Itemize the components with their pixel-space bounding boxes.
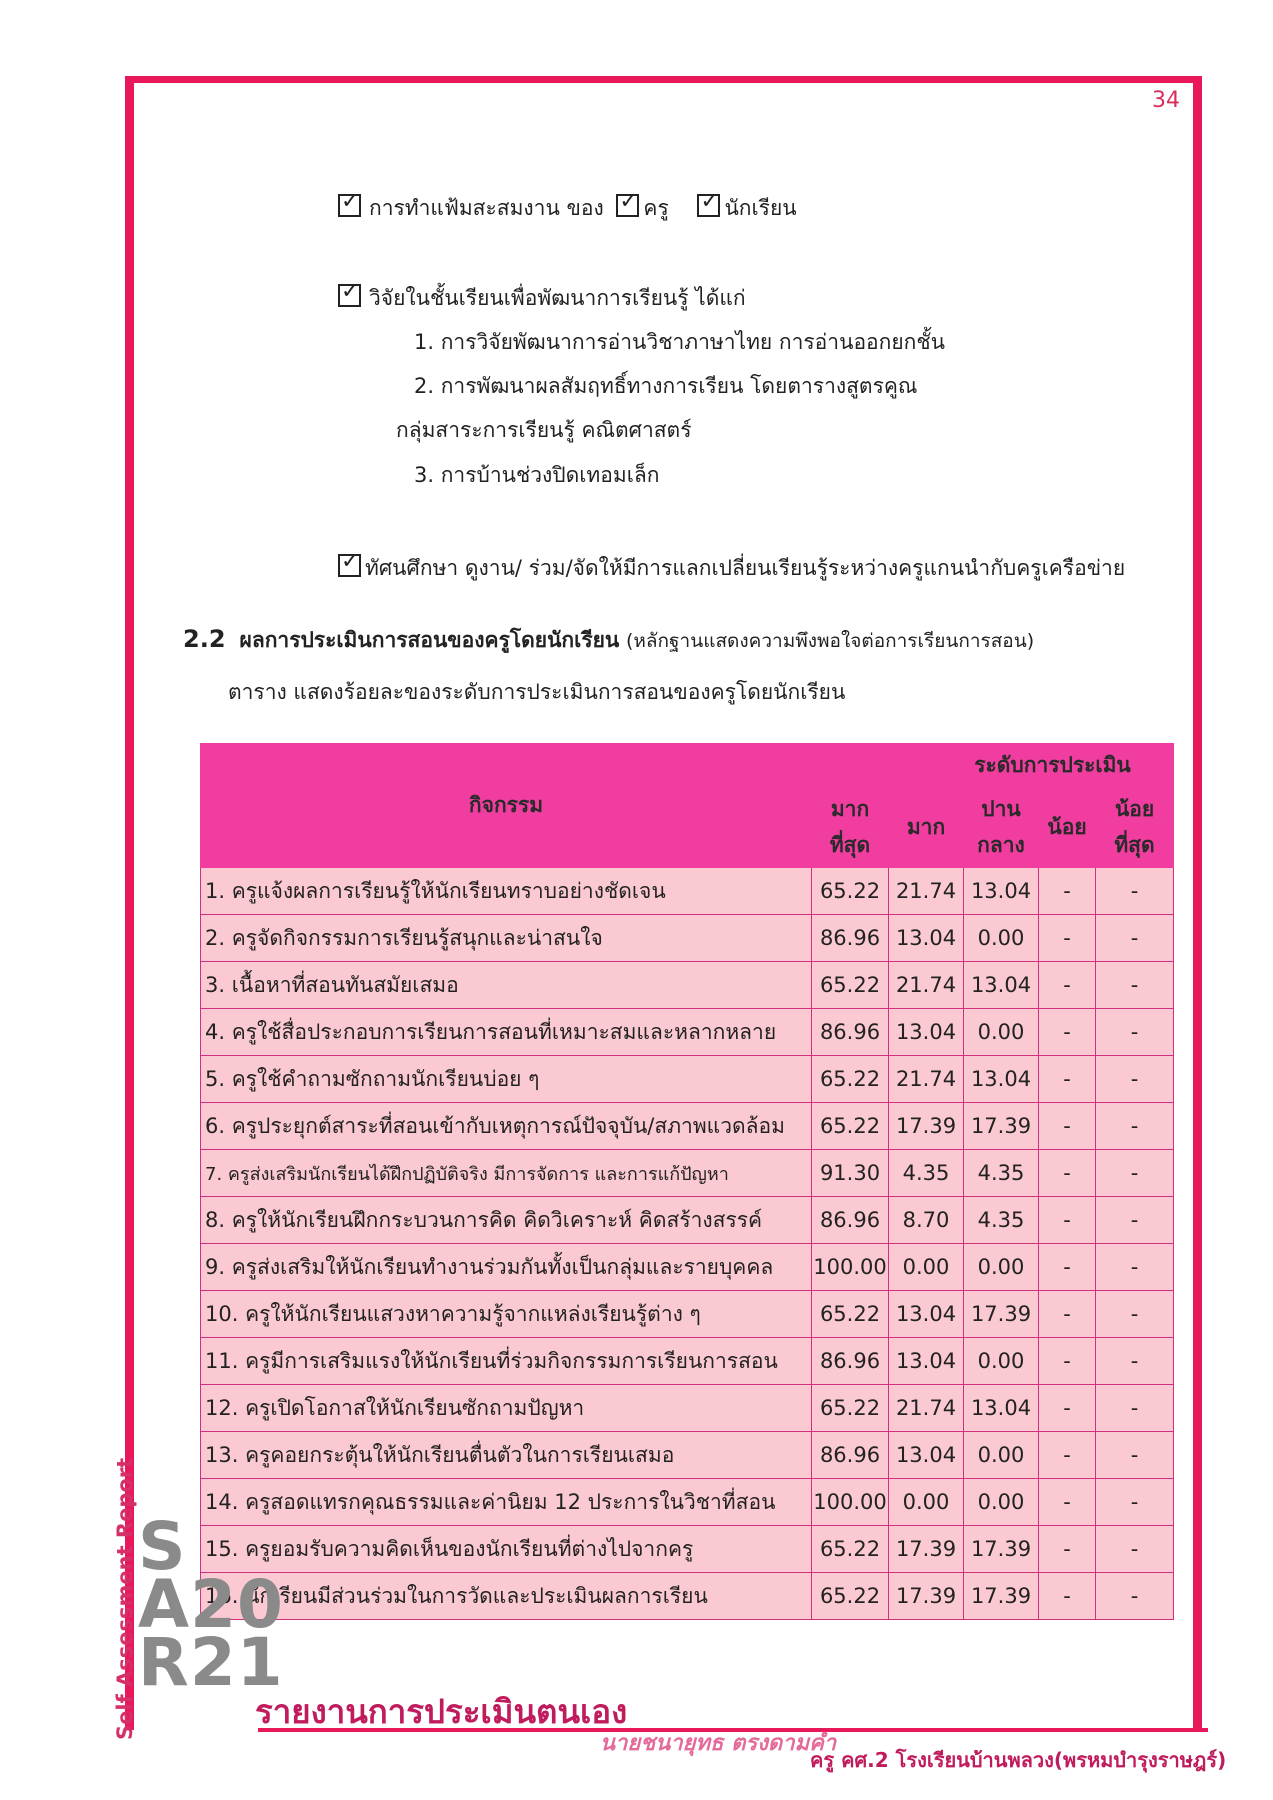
value-cell: 65.22 xyxy=(812,1526,889,1573)
footer-logo-letters: S A20 R21 xyxy=(138,1508,284,1701)
value-cell: 17.39 xyxy=(964,1573,1039,1620)
footer-report-title: รายงานการประเมินตนเอง xyxy=(255,1692,628,1731)
table-row xyxy=(201,1291,1174,1338)
value-cell: - xyxy=(1096,1479,1174,1526)
table-row xyxy=(201,1432,1174,1479)
header-level-col: ปาน กลาง xyxy=(964,787,1039,868)
value-cell: 17.39 xyxy=(889,1103,964,1150)
page-number: 34 xyxy=(1152,88,1180,113)
value-cell: - xyxy=(1039,915,1096,962)
value-cell: 21.74 xyxy=(889,868,964,915)
table-row xyxy=(201,1244,1174,1291)
value-cell: - xyxy=(1039,868,1096,915)
value-cell: - xyxy=(1039,1197,1096,1244)
table-row xyxy=(201,1103,1174,1150)
value-cell: - xyxy=(1096,1291,1174,1338)
footer-author: นายชนายุทธ ตรงดามคำ xyxy=(600,1731,837,1756)
value-cell: 86.96 xyxy=(812,1432,889,1479)
value-cell: - xyxy=(1039,1573,1096,1620)
value-cell: 17.39 xyxy=(889,1526,964,1573)
value-cell: 17.39 xyxy=(964,1103,1039,1150)
section-heading xyxy=(183,624,1034,657)
footer-vertical-label: Self Assessment Report xyxy=(113,1457,137,1740)
value-cell: - xyxy=(1096,1573,1174,1620)
activity-cell: 10. ครูให้นักเรียนแสวงหาความรู้จากแหล่งเรียนรู้ต่าง ๆ xyxy=(201,1291,812,1338)
activity-cell: 4. ครูใช้สื่อประกอบการเรียนการสอนที่เหมาะสมและหลากหลาย xyxy=(201,1009,812,1056)
value-cell: 100.00 xyxy=(812,1479,889,1526)
value-cell: 21.74 xyxy=(889,962,964,1009)
value-cell: - xyxy=(1039,962,1096,1009)
research-heading-text: วิจัยในชั้นเรียนเพื่อพัฒนาการเรียนรู้ ได้แก่ xyxy=(369,286,746,310)
activity-cell: 6. ครูประยุกต์สาระที่สอนเข้ากับเหตุการณ์ปัจจุบัน/สภาพแวดล้อม xyxy=(201,1103,812,1150)
fieldtrip-text: ทัศนศึกษา ดูงาน/ ร่วม/จัดให้มีการแลกเปลี่ยนเรียนรู้ระหว่างครูแกนนำกับครูเครือข่าย xyxy=(365,556,1126,580)
header-activity: กิจกรรม xyxy=(201,744,812,868)
value-cell: - xyxy=(1039,1291,1096,1338)
value-cell: - xyxy=(1096,1009,1174,1056)
value-cell: 0.00 xyxy=(964,1432,1039,1479)
activity-cell: 12. ครูเปิดโอกาสให้นักเรียนซักถามปัญหา xyxy=(201,1385,812,1432)
value-cell: 13.04 xyxy=(964,1056,1039,1103)
table-row xyxy=(201,1385,1174,1432)
activity-cell: 3. เนื้อหาที่สอนทันสมัยเสมอ xyxy=(201,962,812,1009)
research-item: 1. การวิจัยพัฒนาการอ่านวิชาภาษาไทย การอ่านออกยกชั้น xyxy=(414,330,946,354)
table-row xyxy=(201,1479,1174,1526)
research-item: 2. การพัฒนาผลสัมฤทธิ์ทางการเรียน โดยตารางสูตรคูณ xyxy=(414,374,918,398)
value-cell: - xyxy=(1096,1150,1174,1197)
section-title: ผลการประเมินการสอนของครูโดยนักเรียน xyxy=(239,628,620,652)
value-cell: - xyxy=(1096,915,1174,962)
value-cell: 0.00 xyxy=(964,915,1039,962)
value-cell: 86.96 xyxy=(812,1338,889,1385)
portfolio-option-student: นักเรียน xyxy=(724,196,797,220)
value-cell: - xyxy=(1039,1338,1096,1385)
value-cell: 86.96 xyxy=(812,1197,889,1244)
value-cell: 65.22 xyxy=(812,1291,889,1338)
value-cell: 0.00 xyxy=(964,1338,1039,1385)
checkbox-icon xyxy=(616,194,639,217)
evaluation-table xyxy=(200,743,1174,1620)
value-cell: 65.22 xyxy=(812,1056,889,1103)
table-caption: ตาราง แสดงร้อยละของระดับการประเมินการสอนของครูโดยนักเรียน xyxy=(228,680,846,704)
checkbox-icon xyxy=(338,284,361,307)
value-cell: 65.22 xyxy=(812,1103,889,1150)
value-cell: - xyxy=(1039,1009,1096,1056)
activity-cell: 14. ครูสอดแทรกคุณธรรมและค่านิยม 12 ประการในวิชาที่สอน xyxy=(201,1479,812,1526)
table-row xyxy=(201,1197,1174,1244)
value-cell: - xyxy=(1096,962,1174,1009)
value-cell: 21.74 xyxy=(889,1385,964,1432)
value-cell: 17.39 xyxy=(889,1573,964,1620)
value-cell: - xyxy=(1096,1103,1174,1150)
value-cell: 13.04 xyxy=(889,1432,964,1479)
table-row xyxy=(201,868,1174,915)
value-cell: - xyxy=(1096,1338,1174,1385)
value-cell: - xyxy=(1096,1385,1174,1432)
portfolio-option-teacher: ครู xyxy=(643,196,669,220)
value-cell: 0.00 xyxy=(964,1479,1039,1526)
activity-cell: 2. ครูจัดกิจกรรมการเรียนรู้สนุกและน่าสนใจ xyxy=(201,915,812,962)
checkbox-icon xyxy=(697,194,720,217)
value-cell: 0.00 xyxy=(889,1479,964,1526)
research-item: กลุ่มสาระการเรียนรู้ คณิตศาสตร์ xyxy=(396,418,692,442)
value-cell: 91.30 xyxy=(812,1150,889,1197)
research-item: 3. การบ้านช่วงปิดเทอมเล็ก xyxy=(414,463,660,487)
table-row xyxy=(201,1338,1174,1385)
value-cell: 65.22 xyxy=(812,962,889,1009)
activity-cell: 1. ครูแจ้งผลการเรียนรู้ให้นักเรียนทราบอย่างชัดเจน xyxy=(201,868,812,915)
value-cell: 0.00 xyxy=(964,1244,1039,1291)
section-number: 2.2 xyxy=(183,625,226,653)
table-row xyxy=(201,915,1174,962)
value-cell: - xyxy=(1039,1103,1096,1150)
table-row xyxy=(201,1009,1174,1056)
activity-cell: 13. ครูคอยกระตุ้นให้นักเรียนตื่นตัวในการเรียนเสมอ xyxy=(201,1432,812,1479)
activity-cell: 7. ครูส่งเสริมนักเรียนได้ฝึกปฏิบัติจริง มีการจัดการ และการแก้ปัญหา xyxy=(201,1150,812,1197)
value-cell: - xyxy=(1096,1526,1174,1573)
value-cell: - xyxy=(1039,1150,1096,1197)
value-cell: 13.04 xyxy=(964,1385,1039,1432)
value-cell: - xyxy=(1096,1197,1174,1244)
value-cell: - xyxy=(1039,1432,1096,1479)
value-cell: - xyxy=(1039,1385,1096,1432)
table-row xyxy=(201,1526,1174,1573)
fieldtrip-line xyxy=(338,552,1125,585)
header-level-col: มาก ที่สุด xyxy=(812,787,889,868)
value-cell: 0.00 xyxy=(889,1244,964,1291)
value-cell: 17.39 xyxy=(964,1526,1039,1573)
activity-cell: 15. ครูยอมรับความคิดเห็นของนักเรียนที่ต่างไปจากครู xyxy=(201,1526,812,1573)
value-cell: 86.96 xyxy=(812,1009,889,1056)
value-cell: 8.70 xyxy=(889,1197,964,1244)
value-cell: 17.39 xyxy=(964,1291,1039,1338)
value-cell: 13.04 xyxy=(964,962,1039,1009)
value-cell: 13.04 xyxy=(889,1291,964,1338)
header-level-col: น้อย xyxy=(1039,787,1096,868)
research-heading xyxy=(338,282,746,315)
checkbox-icon xyxy=(338,554,361,577)
value-cell: - xyxy=(1096,1432,1174,1479)
value-cell: - xyxy=(1039,1056,1096,1103)
value-cell: - xyxy=(1039,1479,1096,1526)
portfolio-text: การทำแฟ้มสะสมงาน ของ xyxy=(369,196,604,220)
value-cell: 21.74 xyxy=(889,1056,964,1103)
activity-cell: 9. ครูส่งเสริมให้นักเรียนทำงานร่วมกันทั้งเป็นกลุ่มและรายบุคคล xyxy=(201,1244,812,1291)
value-cell: 0.00 xyxy=(964,1009,1039,1056)
footer-school: ครู คศ.2 โรงเรียนบ้านพลวง(พรหมบำรุงราษฎร์) xyxy=(810,1748,1227,1772)
table-row xyxy=(201,1573,1174,1620)
checkbox-icon xyxy=(338,194,361,217)
table-row xyxy=(201,1150,1174,1197)
value-cell: 4.35 xyxy=(889,1150,964,1197)
value-cell: 65.22 xyxy=(812,1385,889,1432)
section-note: (หลักฐานแสดงความพึงพอใจต่อการเรียนการสอน) xyxy=(625,630,1035,652)
activity-cell: 5. ครูใช้คำถามซักถามนักเรียนบ่อย ๆ xyxy=(201,1056,812,1103)
value-cell: - xyxy=(1096,868,1174,915)
header-level: ระดับการประเมิน xyxy=(812,744,1174,787)
value-cell: 13.04 xyxy=(964,868,1039,915)
activity-cell: 11. ครูมีการเสริมแรงให้นักเรียนที่ร่วมกิจกรรมการเรียนการสอน xyxy=(201,1338,812,1385)
value-cell: 4.35 xyxy=(964,1150,1039,1197)
value-cell: - xyxy=(1096,1056,1174,1103)
value-cell: 13.04 xyxy=(889,915,964,962)
table-row xyxy=(201,1056,1174,1103)
portfolio-line xyxy=(338,192,797,225)
value-cell: 65.22 xyxy=(812,1573,889,1620)
value-cell: - xyxy=(1039,1526,1096,1573)
header-level-col: มาก xyxy=(889,787,964,868)
value-cell: 13.04 xyxy=(889,1338,964,1385)
activity-cell: 16. นักเรียนมีส่วนร่วมในการวัดและประเมินผลการเรียน xyxy=(201,1573,812,1620)
header-level-col: น้อย ที่สุด xyxy=(1096,787,1174,868)
table-row xyxy=(201,962,1174,1009)
value-cell: 4.35 xyxy=(964,1197,1039,1244)
value-cell: - xyxy=(1096,1244,1174,1291)
value-cell: 86.96 xyxy=(812,915,889,962)
value-cell: 100.00 xyxy=(812,1244,889,1291)
value-cell: 13.04 xyxy=(889,1009,964,1056)
value-cell: - xyxy=(1039,1244,1096,1291)
activity-cell: 8. ครูให้นักเรียนฝึกกระบวนการคิด คิดวิเคราะห์ คิดสร้างสรรค์ xyxy=(201,1197,812,1244)
value-cell: 65.22 xyxy=(812,868,889,915)
